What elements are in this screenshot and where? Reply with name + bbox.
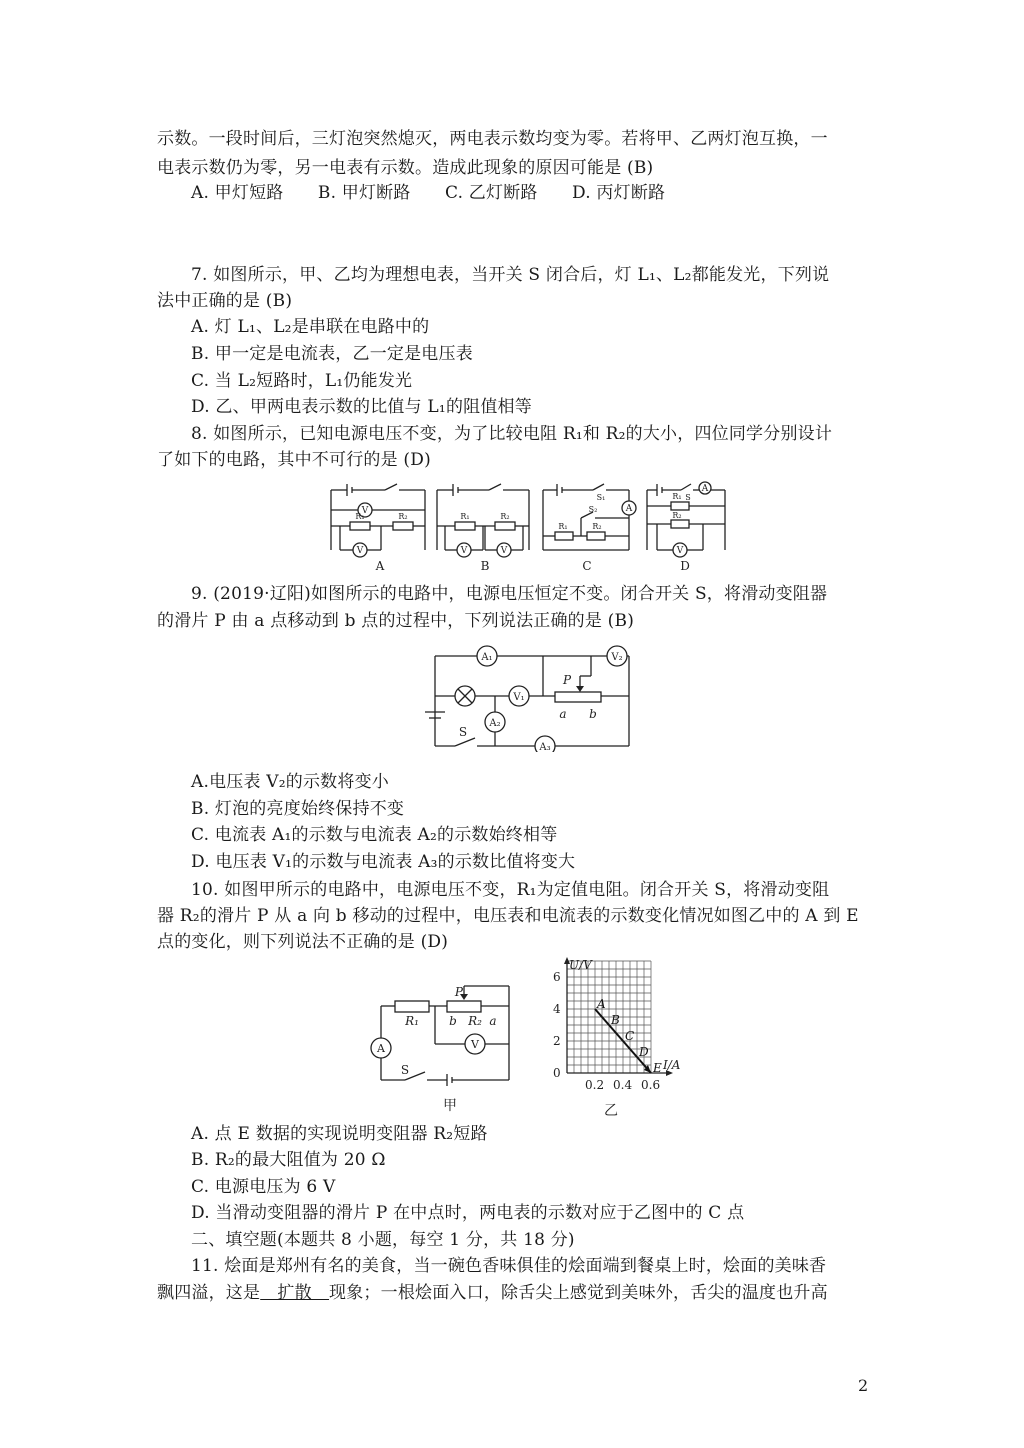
q9-v2-label: V₂ [611, 652, 623, 663]
q10-jia-r2-label: R₂ [468, 1014, 482, 1028]
q8-d-r2-label: R₂ [672, 511, 682, 520]
q8-label-a: A [375, 559, 385, 573]
q9-a3-label: A₃ [539, 742, 551, 752]
chart-xlabel: I/A [663, 1058, 681, 1072]
q10-jia-p-label: P [454, 985, 463, 999]
q10-stem3: 点的变化，则下列说法不正确的是 (D) [157, 932, 449, 952]
q8-a-voltmeter2-label: V [356, 546, 364, 556]
q6-line1: 示数。一段时间后，三灯泡突然熄灭，两电表示数均变为零。若将甲、乙两灯泡互换，一 [157, 129, 828, 149]
point-label-c: C [625, 1029, 635, 1043]
q8-c-s2-label: S₂ [588, 505, 598, 514]
q8-circuit-b [437, 484, 529, 557]
q10-option-c: C. 电源电压为 6 V [191, 1177, 336, 1197]
q7-option-b: B. 甲一定是电流表，乙一定是电压表 [191, 344, 473, 364]
q10-jia-r1-label: R₁ [405, 1014, 419, 1028]
point-label-b: B [611, 1013, 620, 1027]
q10-jia-caption: 甲 [443, 1098, 457, 1114]
q8-c-ammeter-label: A [625, 504, 633, 514]
q10-jia-voltmeter-label: V [471, 1038, 479, 1051]
q8-d-s-label: S [685, 493, 691, 502]
q8-circuits-figure [325, 478, 735, 573]
q11-line1: 11. 烩面是郑州有名的美食，当一碗色香味俱佳的烩面端到餐桌上时，烩面的美味香 [191, 1256, 827, 1276]
q8-circuit-a [331, 484, 425, 557]
q11-line2 [157, 1282, 828, 1304]
q9-stem2: 的滑片 P 由 a 点移动到 b 点的过程中，下列说法正确的是 (B) [157, 611, 635, 631]
q9-circuit-figure [425, 642, 635, 752]
q8-circuit-c [543, 484, 636, 550]
q7-option-a: A. 灯 L₁、L₂是串联在电路中的 [191, 317, 430, 337]
q9-option-b: B. 灯泡的亮度始终保持不变 [191, 799, 405, 819]
q11-answer-blank: 扩散 [260, 1283, 330, 1303]
q6-options: A. 甲灯短路 B. 甲灯断路 C. 乙灯断路 D. 丙灯断路 [191, 183, 666, 203]
chart-origin-label: 0 [553, 1066, 561, 1080]
q7-option-d: D. 乙、甲两电表示数的比值与 L₁的阻值相等 [191, 397, 532, 417]
q10-stem2: 器 R₂的滑片 P 从 a 向 b 移动的过程中，电压表和电流表的示数变化情况如图乙中的 A 到 E [157, 906, 859, 926]
q9-p-label: P [562, 673, 572, 687]
q8-label-b: B [480, 559, 490, 573]
section2-title: 二、填空题(本题共 8 小题，每空 1 分，共 18 分) [191, 1230, 575, 1250]
q10-chart-yi [545, 955, 695, 1120]
x-tick-label: 0.6 [641, 1078, 661, 1092]
y-tick-label: 2 [553, 1034, 561, 1048]
q10-jia-a-label: a [489, 1014, 497, 1028]
q9-s-label: S [458, 725, 468, 739]
point-label-a: A [597, 997, 606, 1011]
x-tick-label: 0.2 [585, 1078, 605, 1092]
q8-label-c: C [582, 559, 592, 573]
q11-line2-end: 现象；一根烩面入口，除舌尖上感觉到美味外，舌尖的温度也升高 [329, 1283, 828, 1303]
page-number: 2 [858, 1376, 869, 1395]
y-tick-label: 6 [553, 970, 561, 984]
q8-d-voltmeter-label: V [676, 546, 684, 556]
q11-line2-start: 飘四溢，这是 [157, 1283, 261, 1303]
q10-jia-ammeter-label: A [377, 1042, 385, 1055]
chart-caption: 乙 [604, 1103, 618, 1119]
q8-a-r1-label: R₁ [355, 512, 365, 521]
q8-b-r2-label: R₂ [500, 512, 510, 521]
q8-a-r2-label: R₂ [398, 512, 408, 521]
q8-d-r1-label: R₁ [672, 492, 682, 501]
q7-option-c: C. 当 L₂短路时，L₁仍能发光 [191, 371, 413, 391]
q7-stem1: 7. 如图所示，甲、乙均为理想电表，当开关 S 闭合后，灯 L₁、L₂都能发光，下列说 [191, 265, 830, 285]
x-tick-label: 0.4 [613, 1078, 633, 1092]
q10-jia-s-label: S [400, 1063, 410, 1077]
q9-option-d: D. 电压表 V₁的示数与电流表 A₃的示数比值将变大 [191, 852, 576, 872]
point-label-d: D [639, 1045, 649, 1059]
q9-v1-label: V₁ [513, 692, 525, 703]
q8-c-r2-label: R₂ [592, 522, 602, 531]
q7-stem2: 法中正确的是 (B) [157, 291, 293, 311]
q9-b-label: b [589, 707, 597, 721]
q9-a1-label: A₁ [481, 652, 493, 663]
q8-stem1: 8. 如图所示，已知电源电压不变，为了比较电阻 R₁和 R₂的大小，四位同学分别设计 [191, 424, 833, 444]
q10-option-d: D. 当滑动变阻器的滑片 P 在中点时，两电表的示数对应于乙图中的 C 点 [191, 1203, 745, 1223]
q8-b-voltmeter2-label: V [500, 546, 508, 556]
q10-jia-b-label: b [449, 1014, 457, 1028]
q9-a-label: a [559, 707, 567, 721]
q8-c-r1-label: R₁ [558, 522, 568, 531]
q10-option-b: B. R₂的最大阻值为 20 Ω [191, 1150, 386, 1170]
q9-stem1: 9. (2019·辽阳)如图所示的电路中，电源电压恒定不变。闭合开关 S，将滑动变阻器 [191, 584, 828, 604]
q9-a2-label: A₂ [489, 718, 501, 729]
q9-option-a: A.电压表 V₂的示数将变小 [191, 772, 389, 792]
q8-a-voltmeter-label: V [361, 506, 369, 516]
q8-c-s1-label: S₁ [596, 493, 606, 502]
q9-option-c: C. 电流表 A₁的示数与电流表 A₂的示数始终相等 [191, 825, 558, 845]
y-tick-label: 4 [553, 1002, 561, 1016]
q10-circuit-jia [365, 982, 515, 1116]
q10-stem1: 10. 如图甲所示的电路中，电源电压不变，R₁为定值电阻。闭合开关 S，将滑动变阻 [191, 880, 830, 900]
q10-option-a: A. 点 E 数据的实现说明变阻器 R₂短路 [191, 1124, 488, 1144]
q8-d-ammeter-label: A [701, 484, 709, 494]
point-label-e: E [653, 1061, 662, 1075]
chart-ylabel: U/V [569, 958, 592, 972]
q8-label-d: D [680, 559, 690, 573]
q8-b-r1-label: R₁ [460, 512, 470, 521]
q8-b-voltmeter1-label: V [460, 546, 468, 556]
q8-stem2: 了如下的电路，其中不可行的是 (D) [157, 450, 431, 470]
q6-line2: 电表示数仍为零，另一电表有示数。造成此现象的原因可能是 (B) [157, 158, 654, 178]
